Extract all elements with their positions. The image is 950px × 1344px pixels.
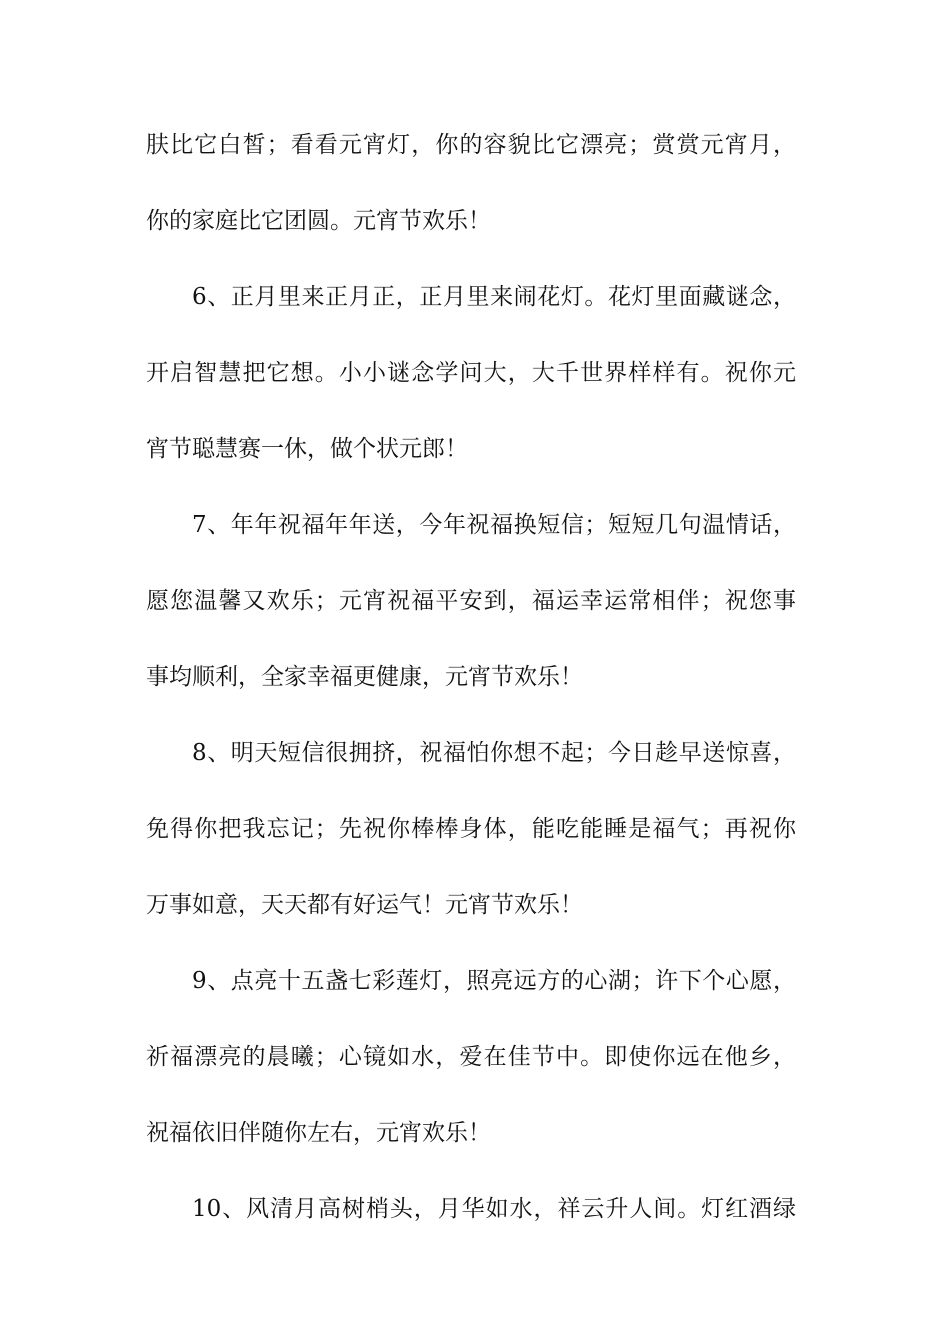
paragraph-line: 7、年年祝福年年送，今年祝福换短信；短短几句温情话， <box>192 512 796 538</box>
paragraph-line: 祈福漂亮的晨曦；心镜如水，爱在佳节中。即使你远在他乡， <box>146 1044 796 1070</box>
paragraph-line: 10、风清月高树梢头，月华如水，祥云升人间。灯红酒绿 <box>192 1196 796 1222</box>
paragraph-line: 8、明天短信很拥挤，祝福怕你想不起；今日趁早送惊喜， <box>192 740 796 766</box>
paragraph-line: 宵节聪慧赛一休，做个状元郎！ <box>146 436 468 462</box>
paragraph-line: 祝福依旧伴随你左右，元宵欢乐！ <box>146 1120 491 1146</box>
paragraph-line: 肤比它白皙；看看元宵灯，你的容貌比它漂亮；赏赏元宵月， <box>146 132 796 158</box>
paragraph-line: 事均顺利，全家幸福更健康，元宵节欢乐！ <box>146 664 583 690</box>
paragraph-line: 免得你把我忘记；先祝你棒棒身体，能吃能睡是福气；再祝你 <box>146 816 796 842</box>
paragraph-line: 你的家庭比它团圆。元宵节欢乐！ <box>146 208 491 234</box>
paragraph-line: 6、正月里来正月正，正月里来闹花灯。花灯里面藏谜念， <box>192 284 796 310</box>
paragraph-line: 9、点亮十五盏七彩莲灯，照亮远方的心湖；许下个心愿， <box>192 968 796 994</box>
paragraph-line: 愿您温馨又欢乐；元宵祝福平安到，福运幸运常相伴；祝您事 <box>146 588 796 614</box>
paragraph-line: 万事如意，天天都有好运气！元宵节欢乐！ <box>146 892 583 918</box>
paragraph-line: 开启智慧把它想。小小谜念学问大，大千世界样样有。祝你元 <box>146 360 796 386</box>
document-body <box>146 122 796 1262</box>
